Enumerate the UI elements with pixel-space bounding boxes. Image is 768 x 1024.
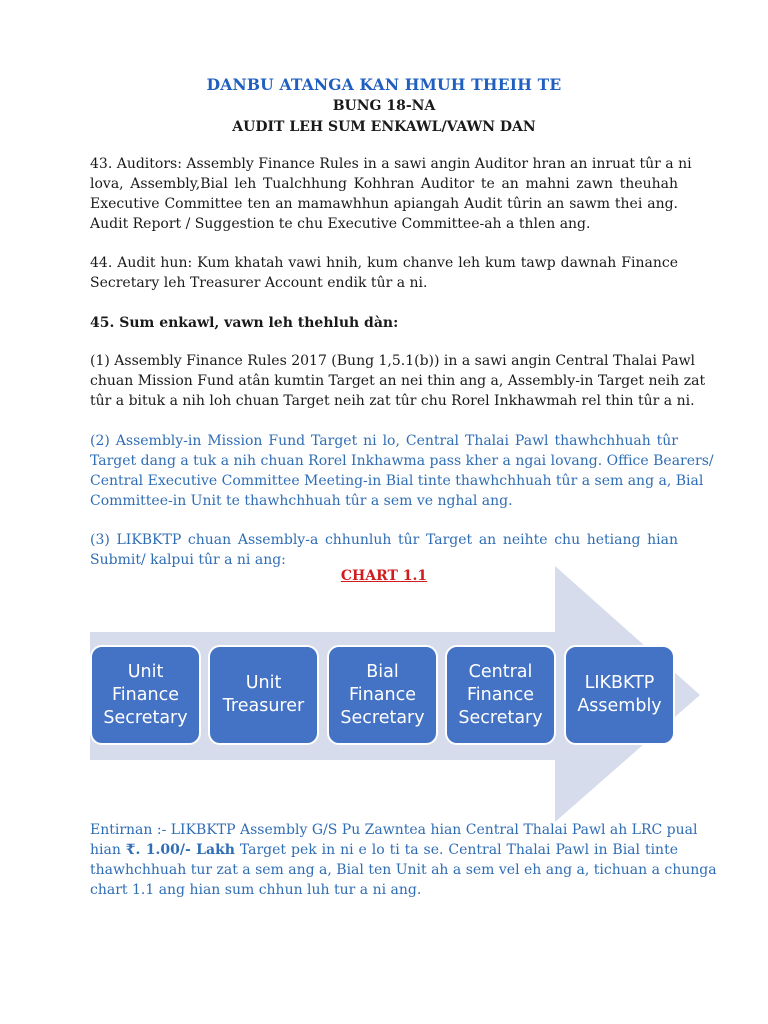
flow-box-label: Unit Finance Secretary [103, 661, 188, 728]
paragraph-line: Secretary leh Treasurer Account endik tûr a ni. [90, 275, 428, 291]
flow-box-central-finance-secretary [445, 645, 556, 745]
flow-box-likbktp-assembly [564, 645, 675, 745]
paragraph-line: (3) LIKBKTP chuan Assembly-a chhunluh tûr Target an neihte chu hetiang hian [90, 532, 678, 548]
document-title: DANBU ATANGA KAN HMUH THEIH TE [206, 75, 562, 94]
note-line: thawhchhuah tur zat a sem ang a, Bial ten Unit ah a sem vel eh ang a, tichuan a chunga [90, 862, 717, 878]
chapter-number: BUNG 18-NA [332, 98, 436, 114]
chart-title: CHART 1.1 [340, 568, 428, 584]
note-line [90, 840, 678, 860]
paragraph-line: Submit/ kalpui tûr a ni ang: [90, 552, 286, 568]
paragraph-line: Executive Committee ten an mamawhhun apiangah Audit tûrin an sawm thei ang. [90, 196, 678, 212]
paragraph-line: 44. Audit hun: Kum khatah vawi hnih, kum chanve leh kum tawp dawnah Finance [90, 255, 678, 271]
paragraph-line: chuan Mission Fund atân kumtin Target an nei thin ang a, Assembly-in Target neih zat [90, 373, 706, 389]
flow-box-label: Bial Finance Secretary [340, 661, 425, 728]
target-amount: ₹. 1.00/- Lakh [125, 842, 235, 858]
paragraph-line: (2) Assembly-in Mission Fund Target ni lo, Central Thalai Pawl thawhchhuah tûr [90, 433, 678, 449]
note-text: hian [90, 842, 126, 858]
paragraph-line: lova, Assembly,Bial leh Tualchhung Kohhran Auditor te an mahni zawn theuhah [90, 176, 678, 192]
chapter-title: AUDIT LEH SUM ENKAWL/VAWN DAN [232, 119, 536, 135]
paragraph-line: tûr a bituk a nih loh chuan Target neih zat tûr chu Rorel Inkhawmah rel thin tûr a ni. [90, 393, 695, 409]
note-text: Target pek in ni e lo ti ta se. Central Thalai Pawl in Bial tinte [234, 842, 678, 858]
flow-box-label: Unit Treasurer [222, 673, 305, 716]
flow-box-bial-finance-secretary [327, 645, 438, 745]
flow-box-unit-treasurer [208, 645, 319, 745]
paragraph-line: (1) Assembly Finance Rules 2017 (Bung 1,5.1(b)) in a sawi angin Central Thalai Pawl [90, 353, 696, 369]
flow-box-unit-finance-secretary [90, 645, 201, 745]
note-line: Entirnan :- LIKBKTP Assembly G/S Pu Zawntea hian Central Thalai Pawl ah LRC pual [90, 822, 698, 838]
note-line: chart 1.1 ang hian sum chhun luh tur a ni ang. [90, 882, 422, 898]
example-note [90, 820, 717, 900]
heading-text: 45. Sum enkawl, vawn leh thehluh dàn: [90, 315, 399, 331]
paragraph-line: Committee-in Unit te thawhchhuah tûr a sem ve nghal ang. [90, 493, 513, 509]
flow-box-label: LIKBKTP Assembly [577, 673, 662, 716]
flow-box-label: Central Finance Secretary [458, 661, 543, 728]
paragraph-line: 43. Auditors: Assembly Finance Rules in a sawi angin Auditor hran an inruat tûr a ni [90, 156, 692, 172]
paragraph-line: Central Executive Committee Meeting-in Bial tinte thawhchhuah tûr a sem ang a, Bial [90, 473, 704, 489]
paragraph-line: Target dang a tuk a nih chuan Rorel Inkhawma pass kher a ngai lovang. Office Bearers/ [90, 453, 714, 469]
paragraph-line: Audit Report / Suggestion te chu Executive Committee-ah a thlen ang. [90, 216, 591, 232]
